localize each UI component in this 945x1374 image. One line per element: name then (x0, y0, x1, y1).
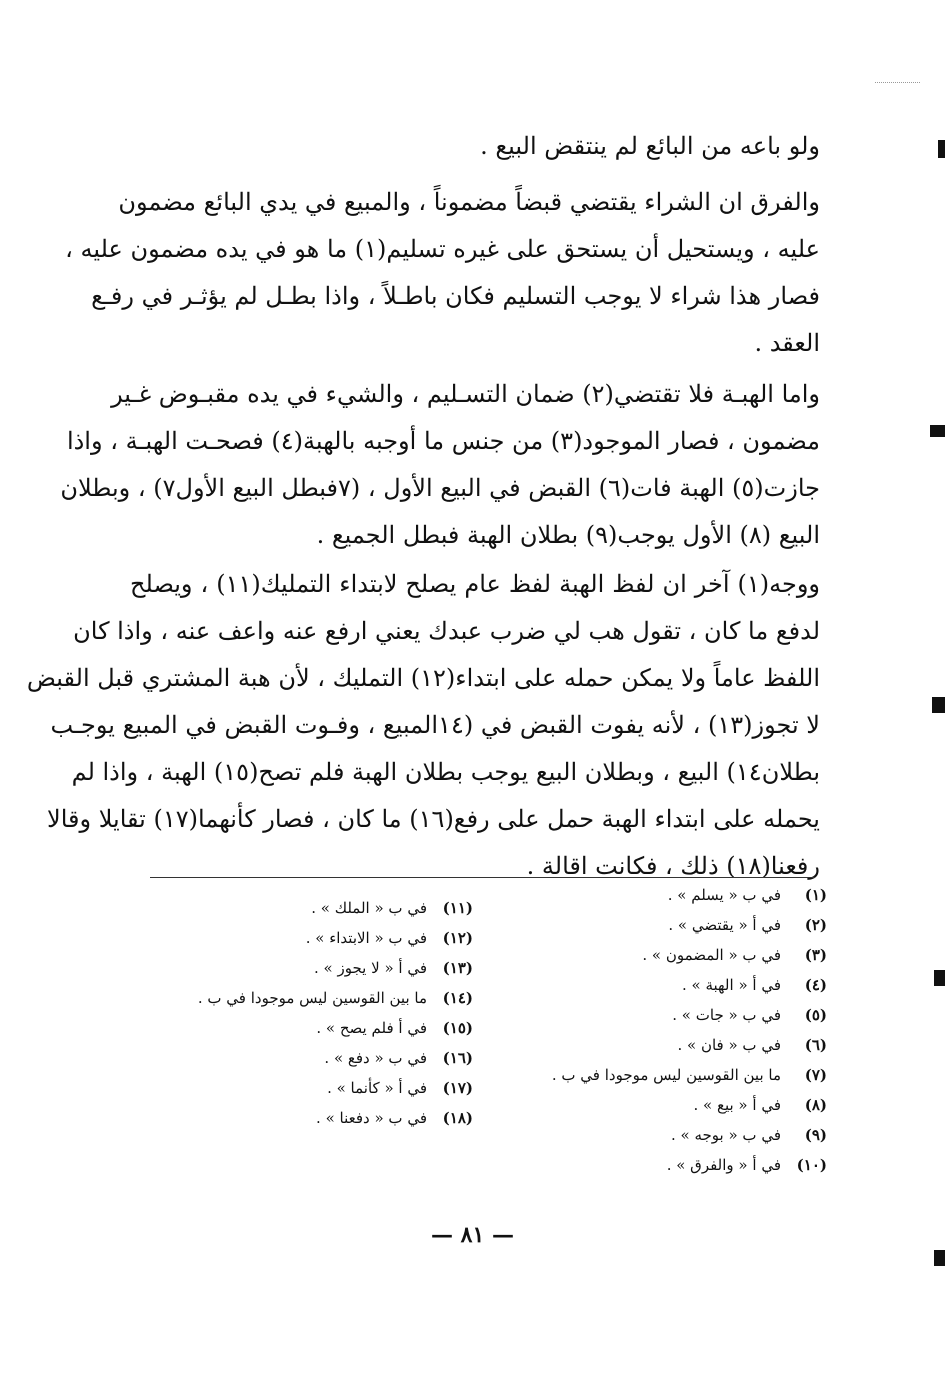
body-line: والفرق ان الشراء يقتضي قبضاً مضموناً ، والمبيع في يدي البائع مضمون (118, 188, 820, 216)
footnote: (١)في ب « يسلم » . (667, 886, 827, 904)
footnote: (٨)في أ « بيع » . (693, 1096, 827, 1114)
footnote: (٦)في ب « فان » . (677, 1036, 827, 1054)
footnote: (١٧)في أ « كأنما » . (327, 1079, 473, 1097)
footnote: (٤)في أ « الهبة » . (681, 976, 827, 994)
paragraph-2 (65, 188, 820, 376)
body-line: رفعنا(١٨) ذلك ، فكانت اقالة . (526, 852, 820, 880)
scan-smudge (875, 82, 920, 83)
footnotes-left-column (153, 893, 473, 1133)
body-line: يحمله على ابتداء الهبة حمل على رفع(١٦) ما كان ، فصار كأنهما(١٧) تقايلا وقالا (47, 805, 820, 833)
body-line: عليه ، ويستحيل أن يستحق على غيره تسليم(١) ما هو في يده مضمون عليه ، (65, 235, 820, 263)
body-line: مضمون ، فصار الموجود(٣) من جنس ما أوجبه بالهبة(٤) فصحـت الهبـة ، واذا (66, 427, 820, 455)
body-line: بطلان١٤) البيع ، وبطلان البيع يوجب بطلان الهبة فلم تصح(١٥) الهبة ، واذا لم (71, 758, 820, 786)
body-line: جازت(٥) الهبة فات(٦) القبض في البيع الأول ، (٧فبطل البيع الأول٧) ، وبطلان (60, 474, 820, 502)
paragraph-1 (130, 132, 820, 179)
footnote: (٥)في ب « جات » . (672, 1006, 827, 1024)
scan-edge-mark (938, 140, 945, 158)
footnote: (١٨)في ب « دفعنا » . (316, 1109, 473, 1127)
footnote: (٢)في أ « يقتضي » . (668, 916, 827, 934)
footnote: (١٢)في ب « الابتداء » . (305, 929, 473, 947)
footnote: (٧)ما بين القوسين ليس موجودا في ب . (551, 1066, 827, 1084)
footnote: (٩)في ب « بوجه » . (671, 1126, 827, 1144)
body-line: البيع (٨) الأول يوجب(٩) بطلان الهبة فبطل الجميع . (316, 521, 820, 549)
footnote: (٣)في ب « المضمون » . (642, 946, 827, 964)
footnote: (١٤)ما بين القوسين ليس موجودا في ب . (197, 989, 473, 1007)
page-number: — ٨١ — (431, 1222, 514, 1248)
footnote: (١٠)في أ « والفرق » . (666, 1156, 827, 1174)
body-line: لا تجوز(١٣) ، لأنه يفوت القبض في (١٤المبيع ، وفـوت القبض في المبيع يوجـب (50, 711, 820, 739)
scan-edge-mark (932, 697, 945, 713)
paragraph-3 (60, 380, 820, 568)
footnotes-right-column (527, 880, 827, 1180)
body-line: اللفظ عاماً ولا يمكن حمله على ابتداء(١٢) التمليك ، لأن هبة المشتري قبل القبض (26, 664, 820, 692)
body-line: ولو باعه من البائع لم ينتقض البيع . (480, 132, 820, 160)
body-line: ووجه(١) آخر ان لفظ الهبة لفظ عام يصلح لابتداء التمليك(١١) ، ويصلح (130, 570, 820, 598)
footnote: (١٥)في أ فلم يصح » . (316, 1019, 473, 1037)
body-line: فصار هذا شراء لا يوجب التسليم فكان باطـلاً ، واذا بطـل لم يؤثـر في رفـع (91, 282, 820, 310)
footnote: (١١)في ب « الملك » . (311, 899, 473, 917)
footnote-divider (150, 877, 815, 878)
body-line: لدفع ما كان ، تقول هب لي ضرب عبدك يعني ارفع عنه واعف عنه ، واذا كان (73, 617, 820, 645)
body-line: العقد . (754, 329, 820, 357)
scan-edge-mark (934, 970, 945, 986)
footnote: (١٣)في أ « لا يجوز » . (314, 959, 473, 977)
scan-edge-mark (930, 425, 945, 437)
scan-edge-mark (934, 1250, 945, 1266)
footnote: (١٦)في ب « دفع » . (324, 1049, 473, 1067)
body-line: واما الهبـة فلا تقتضي(٢) ضمان التسـليم ، والشيء في يده مقبـوض غـير (111, 380, 820, 408)
paragraph-4 (26, 570, 820, 899)
